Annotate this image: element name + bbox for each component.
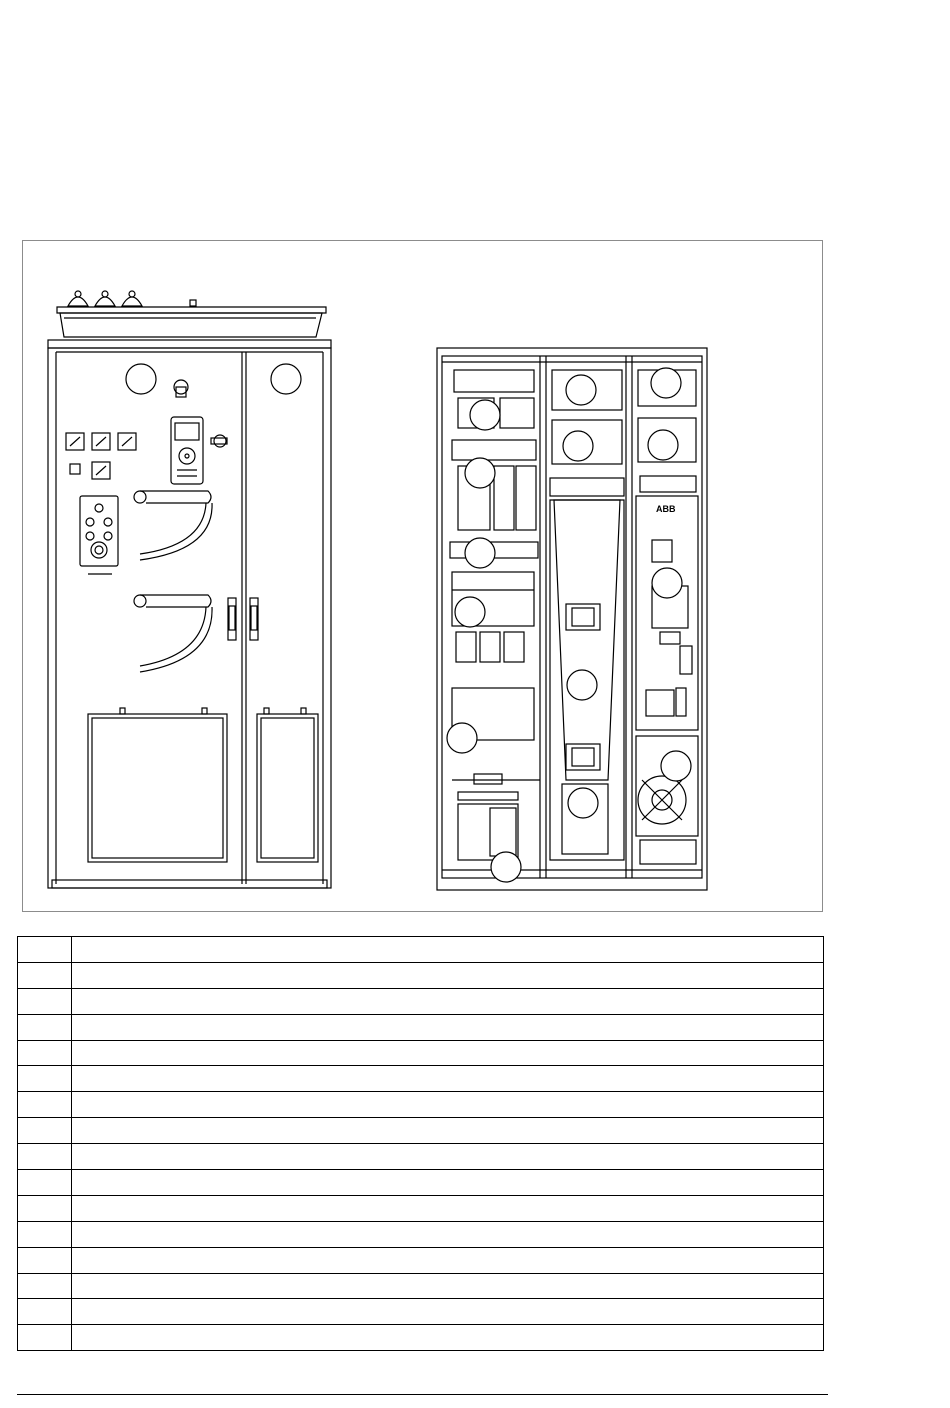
legend-description — [72, 1247, 824, 1273]
legend-description — [72, 1066, 824, 1092]
cabinet-body — [48, 348, 331, 888]
brand-mark: ABB — [656, 504, 676, 514]
legend-row — [18, 1195, 824, 1221]
legend-row — [18, 1170, 824, 1196]
legend-description — [72, 1092, 824, 1118]
legend-row — [18, 1273, 824, 1299]
legend-table — [17, 936, 824, 1351]
front-view — [48, 291, 331, 888]
legend-number — [18, 1092, 72, 1118]
legend-number — [18, 1273, 72, 1299]
legend-row — [18, 1144, 824, 1170]
legend-number — [18, 1195, 72, 1221]
legend-description — [72, 962, 824, 988]
legend-row — [18, 1221, 824, 1247]
legend-row — [18, 937, 824, 963]
legend-number — [18, 1014, 72, 1040]
legend-number — [18, 1247, 72, 1273]
legend-description — [72, 1014, 824, 1040]
legend-description — [72, 988, 824, 1014]
legend-row — [18, 1014, 824, 1040]
legend-description — [72, 1144, 824, 1170]
legend-description — [72, 1273, 824, 1299]
legend-description — [72, 1170, 824, 1196]
legend-row — [18, 1118, 824, 1144]
legend-row — [18, 1247, 824, 1273]
legend-description — [72, 1299, 824, 1325]
legend-number — [18, 1221, 72, 1247]
legend-number — [18, 1040, 72, 1066]
louvre-grilles — [88, 708, 318, 862]
door-handles — [134, 491, 258, 672]
legend-row — [18, 1066, 824, 1092]
legend-number — [18, 1066, 72, 1092]
legend-number — [18, 1144, 72, 1170]
footer-rule — [17, 1394, 828, 1395]
legend-row — [18, 1040, 824, 1066]
legend-number — [18, 1170, 72, 1196]
legend-description — [72, 1195, 824, 1221]
legend-description — [72, 937, 824, 963]
legend-description — [72, 1118, 824, 1144]
roof-fans — [68, 291, 196, 306]
legend-row — [18, 1325, 824, 1351]
legend-number — [18, 1325, 72, 1351]
legend-description — [72, 1325, 824, 1351]
interior-callouts — [447, 368, 691, 882]
legend-row — [18, 988, 824, 1014]
legend-number — [18, 962, 72, 988]
legend-number — [18, 1118, 72, 1144]
legend-row — [18, 1299, 824, 1325]
legend-row — [18, 962, 824, 988]
legend-number — [18, 937, 72, 963]
legend-number — [18, 988, 72, 1014]
legend-description — [72, 1040, 824, 1066]
legend-number — [18, 1299, 72, 1325]
legend-description — [72, 1221, 824, 1247]
legend-row — [18, 1092, 824, 1118]
